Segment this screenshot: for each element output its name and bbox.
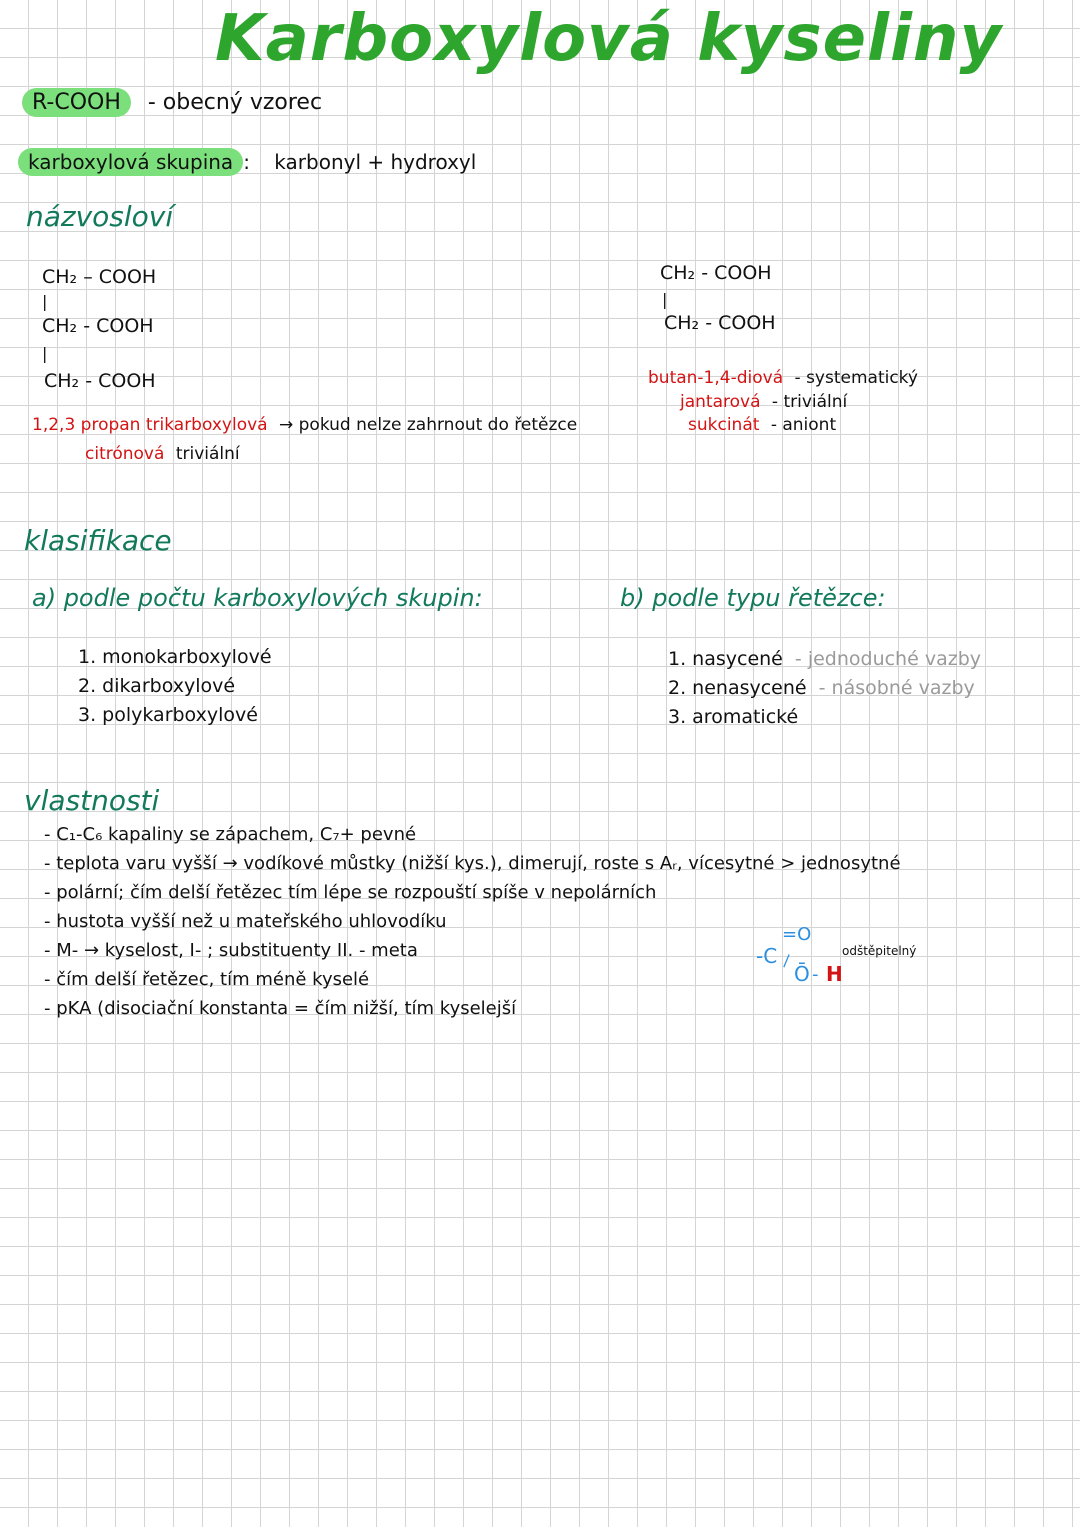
diagram-oxygen: Ō	[794, 962, 810, 986]
bond-line: |	[42, 344, 48, 363]
right-structure-row-1: CH₂ - COOH	[660, 262, 772, 284]
right-name-row-3	[688, 415, 836, 435]
list-item: - hustota vyšší než u mateřského uhlovodíku	[44, 911, 447, 932]
list-item: 3. polykarboxylové	[78, 704, 258, 726]
list-item: - čím delší řetězec, tím méně kyselé	[44, 969, 370, 990]
list-item: - C₁-C₆ kapaliny se zápachem, C₇+ pevné	[44, 824, 417, 845]
left-trivial-name: citrónová	[85, 444, 165, 464]
list-item: - M- → kyselost, I- ; substituenty II. - meta	[44, 940, 418, 961]
left-trivial-line	[85, 444, 240, 464]
left-naming-note: → pokud nelze zahrnout do řetězce	[278, 415, 578, 435]
list-item: 2. nenasycené - násobné vazby	[668, 677, 975, 699]
systematic-name: butan-1,4-diová	[648, 368, 784, 388]
diagram-single-bond: \	[778, 951, 795, 970]
diagram-double-bond-oxygen: =O	[782, 924, 812, 945]
trivial-label: - triviální	[771, 392, 848, 412]
right-name-row-2	[680, 392, 847, 412]
general-formula-row	[22, 90, 322, 115]
classification-b-list	[668, 645, 981, 732]
right-structure-row-2: CH₂ - COOH	[664, 312, 776, 334]
anion-label: - aniont	[770, 415, 837, 435]
bond-line: |	[42, 292, 48, 311]
classification-b-title: b) podle typu řetězce:	[620, 584, 886, 612]
bond-line: |	[662, 290, 668, 309]
carboxyl-group-highlight: karboxylová skupina	[18, 148, 243, 176]
list-item: 3. aromatické	[668, 706, 799, 728]
diagram-carbon: -C	[756, 944, 778, 968]
left-naming-line	[32, 415, 577, 435]
properties-list	[44, 820, 901, 1023]
list-item: - polární; čím delší řetězec tím lépe se rozpouští spíše v nepolárních	[44, 882, 657, 903]
list-item: 2. dikarboxylové	[78, 675, 236, 697]
classification-a-list	[78, 643, 272, 730]
list-item: - pKA (disociační konstanta = čím nižší, tím kyselejší	[44, 998, 517, 1019]
classification-heading: klasifikace	[24, 524, 172, 557]
diagram-bond-dash: -	[812, 964, 819, 985]
systematic-label: - systematický	[794, 368, 918, 388]
list-item: 1. monokarboxylové	[78, 646, 272, 668]
carboxyl-group-desc: karbonyl + hydroxyl	[274, 150, 477, 174]
general-formula-highlight: R-COOH	[22, 88, 131, 117]
left-trivial-label: triviální	[175, 444, 240, 464]
properties-heading: vlastnosti	[24, 784, 160, 817]
left-structure-row-3: CH₂ - COOH	[44, 370, 156, 392]
left-structure-row-1: CH₂ – COOH	[42, 266, 157, 288]
carboxyl-group-row: karboxylová skupina : karbonyl + hydroxyl	[18, 150, 476, 174]
general-formula-desc: - obecný vzorec	[147, 90, 323, 115]
list-item: 1. nasycené - jednoduché vazby	[668, 648, 981, 670]
trivial-name: jantarová	[680, 392, 761, 412]
left-systematic-name: 1,2,3 propan trikarboxylová	[32, 415, 268, 435]
classification-a-title: a) podle počtu karboxylových skupin:	[32, 584, 483, 612]
page-title: Karboxylová kyseliny	[215, 2, 1003, 76]
diagram-label: odštěpitelný	[842, 944, 917, 958]
left-structure-row-2: CH₂ - COOH	[42, 315, 154, 337]
anion-name: sukcinát	[688, 415, 760, 435]
naming-heading: názvosloví	[26, 200, 174, 233]
list-item: - teplota varu vyšší → vodíkové můstky (nižší kys.), dimerují, roste s Aᵣ, vícesytné > jednosytné	[44, 853, 901, 874]
right-name-row-1	[648, 368, 918, 388]
diagram-hydrogen: H	[826, 962, 843, 986]
